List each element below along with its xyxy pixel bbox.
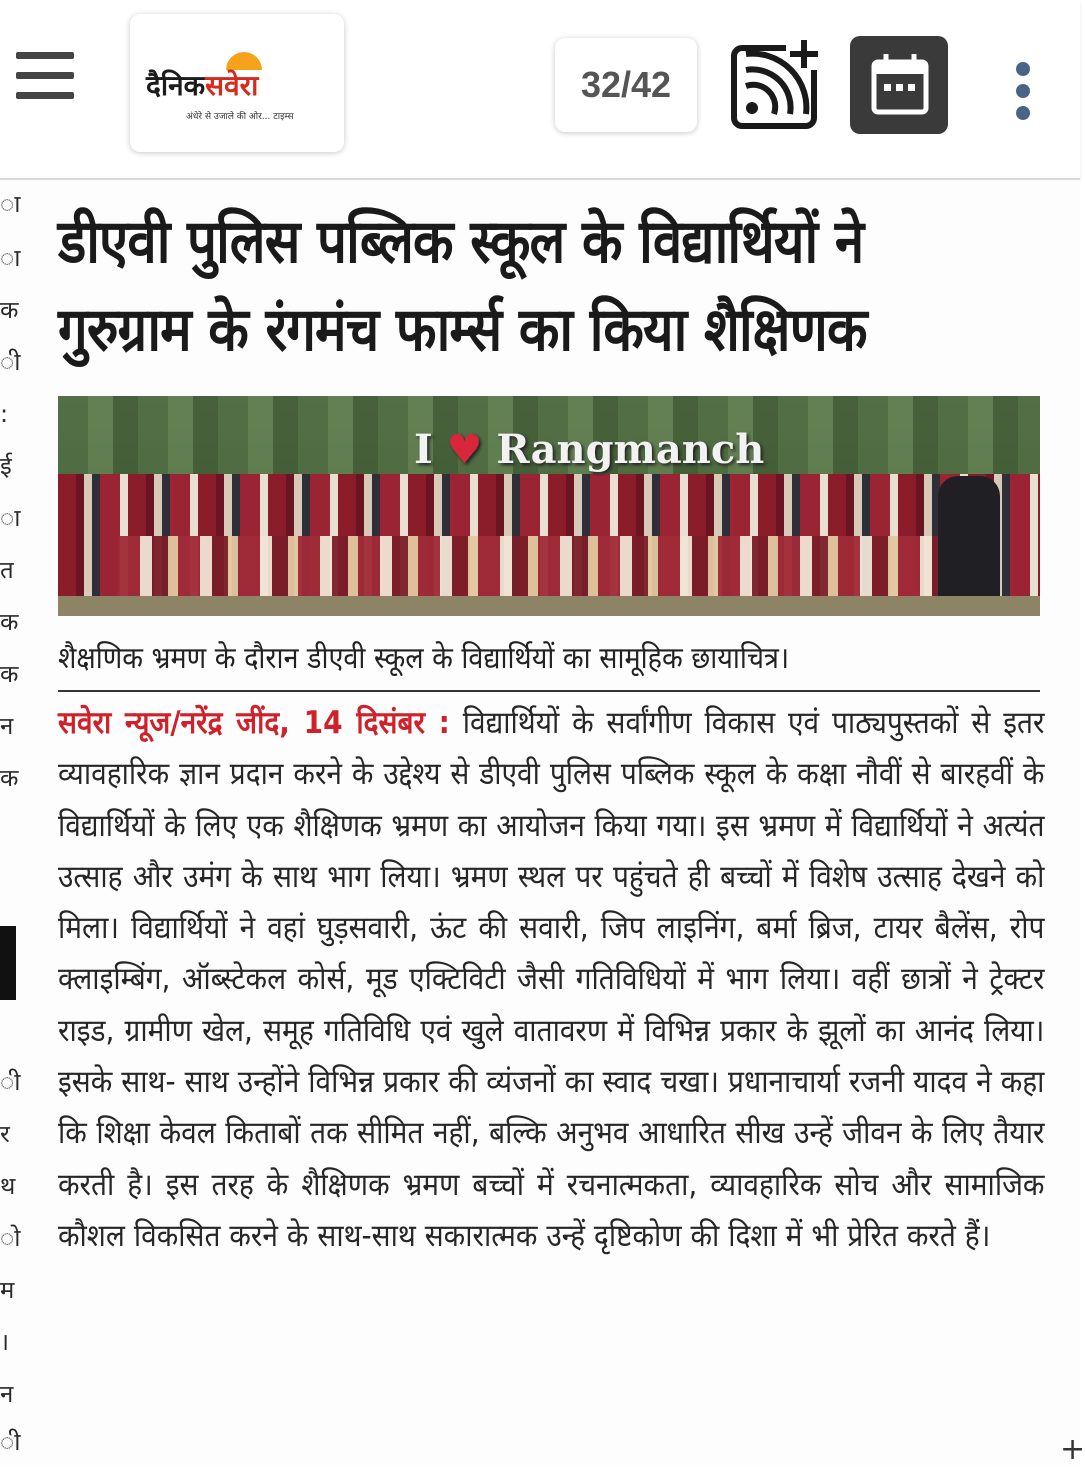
calendar-button[interactable] bbox=[850, 36, 948, 134]
column-fragment: क bbox=[0, 660, 19, 688]
column-fragment: ो bbox=[0, 1224, 21, 1252]
column-heading-bar bbox=[0, 926, 16, 1000]
photo-teacher bbox=[938, 476, 1000, 616]
article-body bbox=[58, 698, 1044, 1262]
column-fragment: ई bbox=[0, 452, 12, 480]
photo-ground bbox=[58, 596, 1040, 616]
logo-title-part1: दैनिक bbox=[146, 69, 206, 102]
article-dateline: सवेरा न्यूज/नरेंद्र जींद, 14 दिसंबर : bbox=[58, 705, 450, 741]
column-fragment: थ bbox=[0, 1172, 16, 1200]
caption-divider bbox=[58, 690, 1040, 692]
column-fragment: क bbox=[0, 764, 19, 792]
article-headline: डीएवी पुलिस पब्लिक स्कूल के विद्यार्थियों ने गुरुग्राम के रंगमंच फार्म्स का किया शैक्षिणक bbox=[58, 207, 867, 365]
rss-feed-add-icon[interactable] bbox=[728, 36, 824, 132]
column-fragment: ी bbox=[0, 1068, 21, 1096]
hamburger-menu-icon[interactable] bbox=[16, 52, 76, 100]
column-fragment: । bbox=[0, 1328, 10, 1356]
epaper-page[interactable] bbox=[0, 180, 1085, 1467]
column-fragment: ा bbox=[0, 504, 21, 532]
logo-title bbox=[146, 66, 258, 104]
column-fragment: न bbox=[0, 712, 14, 740]
column-fragment: ा bbox=[0, 190, 21, 218]
column-fragment: र bbox=[0, 1120, 10, 1148]
column-fragment: ी bbox=[0, 1428, 21, 1456]
column-fragment: : bbox=[0, 400, 9, 428]
column-fragment: ा bbox=[0, 244, 21, 272]
column-fragment: त bbox=[0, 556, 14, 584]
logo-title-part2: सवेरा bbox=[205, 69, 259, 102]
heart-icon: ♥ bbox=[446, 426, 483, 473]
photo-caption: शैक्षणिक भ्रमण के दौरान डीएवी स्कूल के विद्यार्थियों का सामूहिक छायाचित्र। bbox=[58, 641, 790, 676]
app-toolbar bbox=[0, 0, 1080, 180]
edge-plus-mark: + bbox=[1060, 1432, 1085, 1467]
article-group-photo bbox=[58, 396, 1040, 616]
calendar-icon bbox=[850, 36, 948, 134]
column-fragment: क bbox=[0, 296, 19, 324]
more-vertical-icon[interactable] bbox=[1008, 62, 1038, 126]
column-fragment: म bbox=[0, 1276, 15, 1304]
column-fragment: क bbox=[0, 608, 19, 636]
column-fragment: ी bbox=[0, 348, 21, 376]
newspaper-logo[interactable] bbox=[130, 14, 344, 152]
adjacent-article-column bbox=[0, 180, 30, 1465]
logo-tagline: अंधेरे से उजाले की ओर... टाइम्स bbox=[186, 112, 294, 122]
column-fragment: न bbox=[0, 1380, 14, 1408]
photo-sign-text: I ♥ Rangmanch bbox=[414, 426, 765, 473]
page-counter[interactable]: 32/42 bbox=[555, 38, 697, 132]
article-body-text: विद्यार्थियों के सर्वांगीण विकास एवं पाठ्यपुस्तकों से इतर व्यावहारिक ज्ञान प्रदान करने के उद्देश्य से डीएवी पुलिस पब्लिक स्कूल के कक्षा नौवीं से बारहवीं के विद्यार्थियों के लिए एक शैक्षिणक भ्रमण का आयोजन किया गया। इस भ्रमण में विद्यार्थियों ने अत्यंत उत्साह और उमंग के साथ भाग लिया। भ्रमण स्थल पर पहुंचते ही बच्चों में विशेष उत्साह देखने को मिला। विद्यार्थियों ने वहां घुड़सवारी, ऊंट की सवारी, जिप लाइनिंग, बर्मा ब्रिज, टायर बैलेंस, रोप क्लाइम्बिंग, ऑब्स्टेकल कोर्स, मूड एक्टिविटी जैसी गतिविधियों में भाग लिया। वहीं छात्रों ने ट्रेक्टर राइड, ग्रामीण खेल, समूह गतिविधि एवं खुले वातावरण में विभिन्न प्रकार के झूलों का आनंद लिया। इसके साथ- साथ उन्होंने विभिन्न प्रकार की व्यंजनों का स्वाद चखा। प्रधानाचार्या रजनी यादव ने कहा कि शिक्षा केवल किताबों तक सीमित नहीं, बल्कि अनुभव आधारित सीख उन्हें जीवन के लिए तैयार करती है। इस तरह के शैक्षिणक भ्रमण बच्चों में रचनात्मकता, व्यावहारिक सोच और सामाजिक कौशल विकसित करने के साथ-साथ सकारात्मक उन्हें दृष्टिकोण की दिशा में भी प्रेरित करते हैं। bbox=[58, 705, 1045, 1254]
